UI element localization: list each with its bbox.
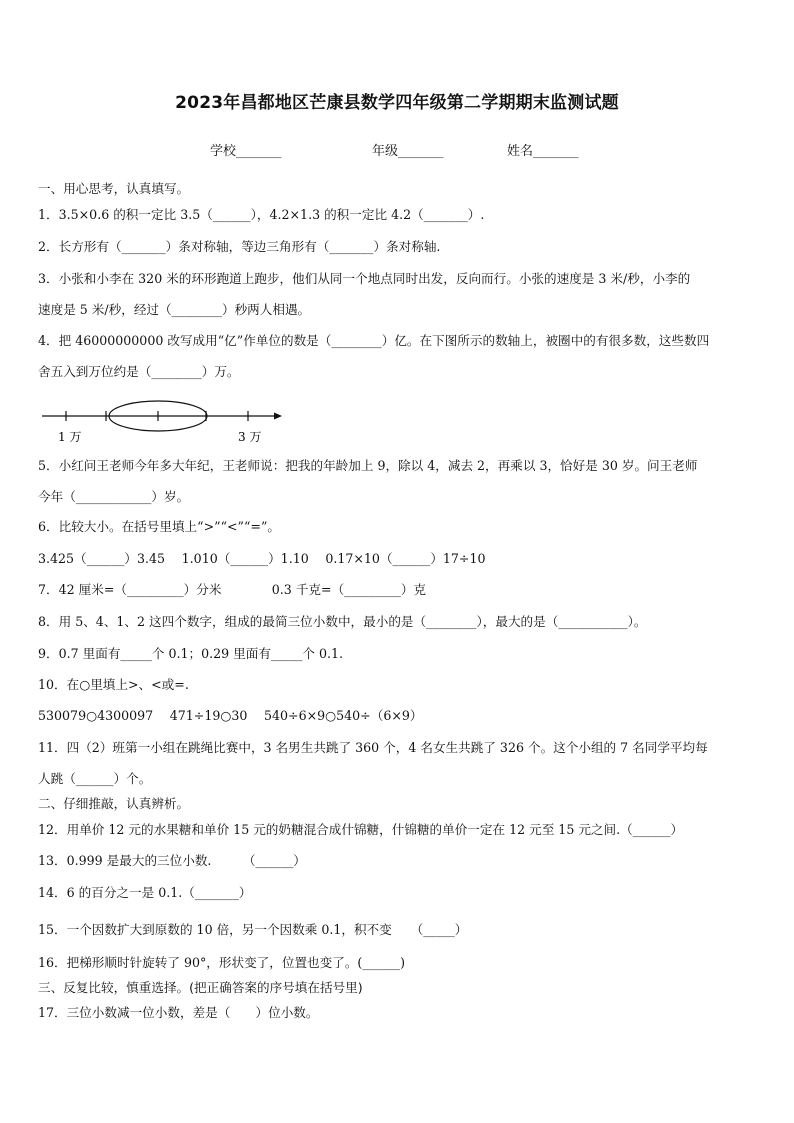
question-7: 7．42 厘米=（_________）分米 0.3 千克=（_________）克 xyxy=(38,582,427,597)
question-13: 13．0.999 是最大的三位小数. （______） xyxy=(38,853,306,868)
question-3-line-1: 3．小张和小李在 320 米的环形跑道上跑步，他们从同一个地点同时出发，反向而行。小张的速度是 3 米/秒，小李的 xyxy=(38,271,691,286)
left-label: 1 万 xyxy=(58,430,82,444)
question-6-row: 3.425（______）3.45 1.010（______）1.10 0.17×10（______）17÷10 xyxy=(38,551,486,566)
question-12: 12．用单价 12 元的水果糖和单价 15 元的奶糖混合成什锦糖，什锦糖的单价一定在 12 元至 15 元之间.（______） xyxy=(38,822,684,837)
question-5-line-2: 今年（____________）岁。 xyxy=(38,489,190,504)
question-11-line-1: 11．四（2）班第一小组在跳绳比赛中，3 名男生共跳了 360 个，4 名女生共跳了 326 个。这个小组的 7 名同学平均每 xyxy=(38,740,708,755)
question-1: 1．3.5×0.6 的积一定比 3.5（______），4.2×1.3 的积一定比 4.2（_______）. xyxy=(38,207,485,222)
right-label: 3 万 xyxy=(238,430,262,444)
number-line-figure xyxy=(38,398,288,448)
name-field: 姓名_______ xyxy=(507,144,579,159)
question-4-line-2: 舍五入到万位约是（________）万。 xyxy=(38,364,240,379)
question-16: 16．把梯形顺时针旋转了 90°，形状变了，位置也变了。(______) xyxy=(38,955,406,970)
page-title: 2023年昌都地区芒康县数学四年级第二学期期末监测试题 xyxy=(175,93,619,113)
question-17: 17．三位小数减一位小数，差是（ ）位小数。 xyxy=(38,1005,319,1020)
question-2: 2．长方形有（_______）条对称轴，等边三角形有（_______）条对称轴. xyxy=(38,239,441,254)
question-5-line-1: 5．小红问王老师今年多大年纪，王老师说：把我的年龄加上 9，除以 4，减去 2，再乘以 3，恰好是 30 岁。问王老师 xyxy=(38,458,698,473)
section-3-heading: 三、反复比较，慎重选择。(把正确答案的序号填在括号里) xyxy=(38,980,363,995)
school-field: 学校_______ xyxy=(210,144,282,159)
number-line-arrow xyxy=(274,413,282,420)
question-14: 14．6 的百分之一是 0.1.（_______） xyxy=(38,885,252,900)
question-10-row: 530079○4300097 471÷19○30 540÷6×9○540÷（6×9） xyxy=(38,708,423,723)
question-9: 9．0.7 里面有_____个 0.1；0.29 里面有_____个 0.1. xyxy=(38,646,344,661)
question-15: 15．一个因数扩大到原数的 10 倍，另一个因数乘 0.1，积不变 （_____） xyxy=(38,922,468,937)
question-3-line-2: 速度是 5 米/秒，经过（________）秒两人相遇。 xyxy=(38,302,311,317)
question-6: 6．比较大小。在括号里填上“>”“<”“=”。 xyxy=(38,519,281,534)
grade-field: 年级_______ xyxy=(372,144,444,159)
question-11-line-2: 人跳（______）个。 xyxy=(38,771,152,786)
section-2-heading: 二、仔细推敲，认真辨析。 xyxy=(38,796,190,811)
section-1-heading: 一、用心思考，认真填写。 xyxy=(38,181,190,196)
question-8: 8．用 5、4、1、2 这四个数字，组成的最简三位小数中，最小的是（________），最大的是（___________）。 xyxy=(38,614,647,629)
question-4-line-1: 4．把 46000000000 改写成用“亿”作单位的数是（________）亿。在下图所示的数轴上，被圈中的有很多数，这些数四 xyxy=(38,333,710,348)
question-10: 10．在○里填上>、<或=. xyxy=(38,677,189,692)
